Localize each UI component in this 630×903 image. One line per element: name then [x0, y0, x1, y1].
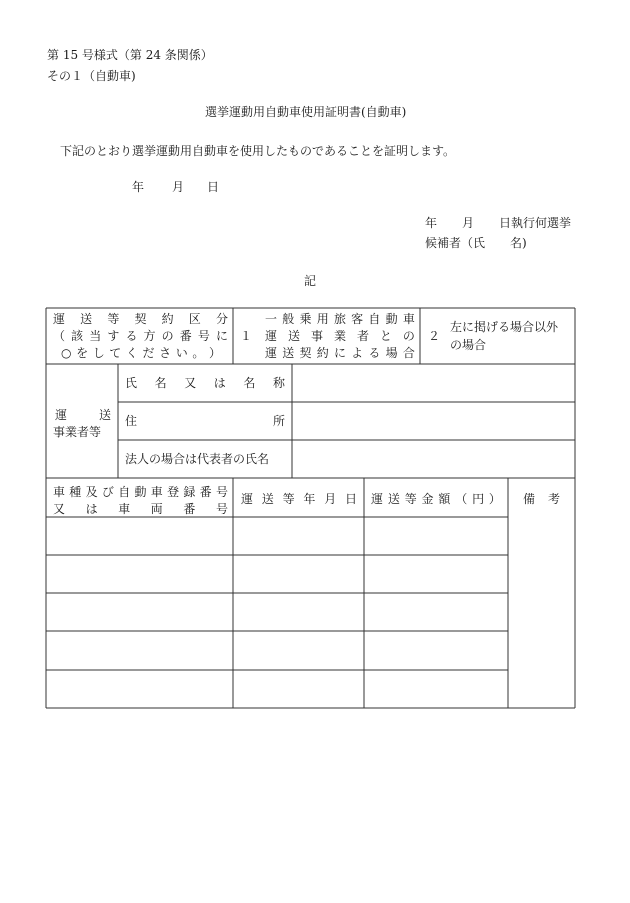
contract-option1-line3: 運 送 契 約 に よ る 場 合: [265, 346, 415, 360]
election-year: 年: [425, 216, 438, 230]
contract-option1-number[interactable]: １: [240, 329, 253, 343]
election-month: 月: [462, 216, 475, 230]
vehicle-col-header-line2: 又 は 車 両 番 号: [53, 502, 228, 516]
document-title: 選挙運動用自動車使用証明書(自動車): [205, 105, 407, 119]
operator-representative-field[interactable]: [293, 441, 574, 477]
operator-label-line1: 運 送: [55, 408, 111, 422]
date-day: 日: [207, 180, 220, 194]
operator-address-label: 住 所: [125, 414, 285, 428]
vehicle-col-header-line1: 車 種 及 び 自 動 車 登 録 番 号: [53, 485, 228, 499]
amount-col-header: 運 送 等 金 額 （ 円 ）: [371, 492, 501, 506]
vehicle-row-1[interactable]: [47, 518, 232, 554]
operator-name-label: 氏 名 又 は 名 称: [125, 376, 285, 390]
operator-label-line2: 事業者等: [53, 425, 102, 439]
remarks-col-header: 備 考: [523, 492, 560, 506]
operator-representative-label: 法人の場合は代表者の氏名: [125, 452, 270, 466]
form-subtitle: その１（自動車): [47, 69, 136, 83]
election-name: 日執行何選挙: [499, 216, 572, 230]
ki-mark: 記: [304, 274, 317, 288]
date-col-header: 運 送 等 年 月 日: [241, 492, 357, 506]
vehicle-row-4[interactable]: [47, 632, 232, 669]
vehicle-row-2[interactable]: [47, 556, 232, 592]
vehicle-row-5[interactable]: [47, 671, 232, 707]
contract-option2-number[interactable]: ２: [428, 329, 441, 343]
operator-name-field[interactable]: [293, 365, 574, 401]
vehicle-row-3[interactable]: [47, 594, 232, 630]
operator-address-field[interactable]: [293, 403, 574, 439]
contract-label-line2: （ 該 当 す る 方 の 番 号 に: [53, 329, 228, 343]
certification-statement: 下記のとおり選挙運動用自動車を使用したものであることを証明します。: [60, 144, 456, 158]
contract-option2-line2: の場合: [450, 338, 487, 352]
form-number: 第 15 号様式（第 24 条関係）: [47, 48, 213, 62]
contract-option1-line1: 一 般 乗 用 旅 客 自 動 車: [265, 312, 415, 326]
date-year: 年: [132, 180, 145, 194]
candidate-label: 候補者（氏: [425, 236, 486, 250]
contract-label-line1: 運 送 等 契 約 区 分: [53, 312, 228, 326]
candidate-name-suffix: 名): [510, 236, 527, 250]
remarks-field[interactable]: [509, 479, 574, 707]
date-month: 月: [172, 180, 185, 194]
contract-option2-line1: 左に掲げる場合以外: [450, 320, 559, 334]
contract-label-line3: ○ を し て く だ さ い 。 ）: [61, 346, 221, 360]
contract-option1-line2: 運 送 事 業 者 と の: [265, 329, 415, 343]
